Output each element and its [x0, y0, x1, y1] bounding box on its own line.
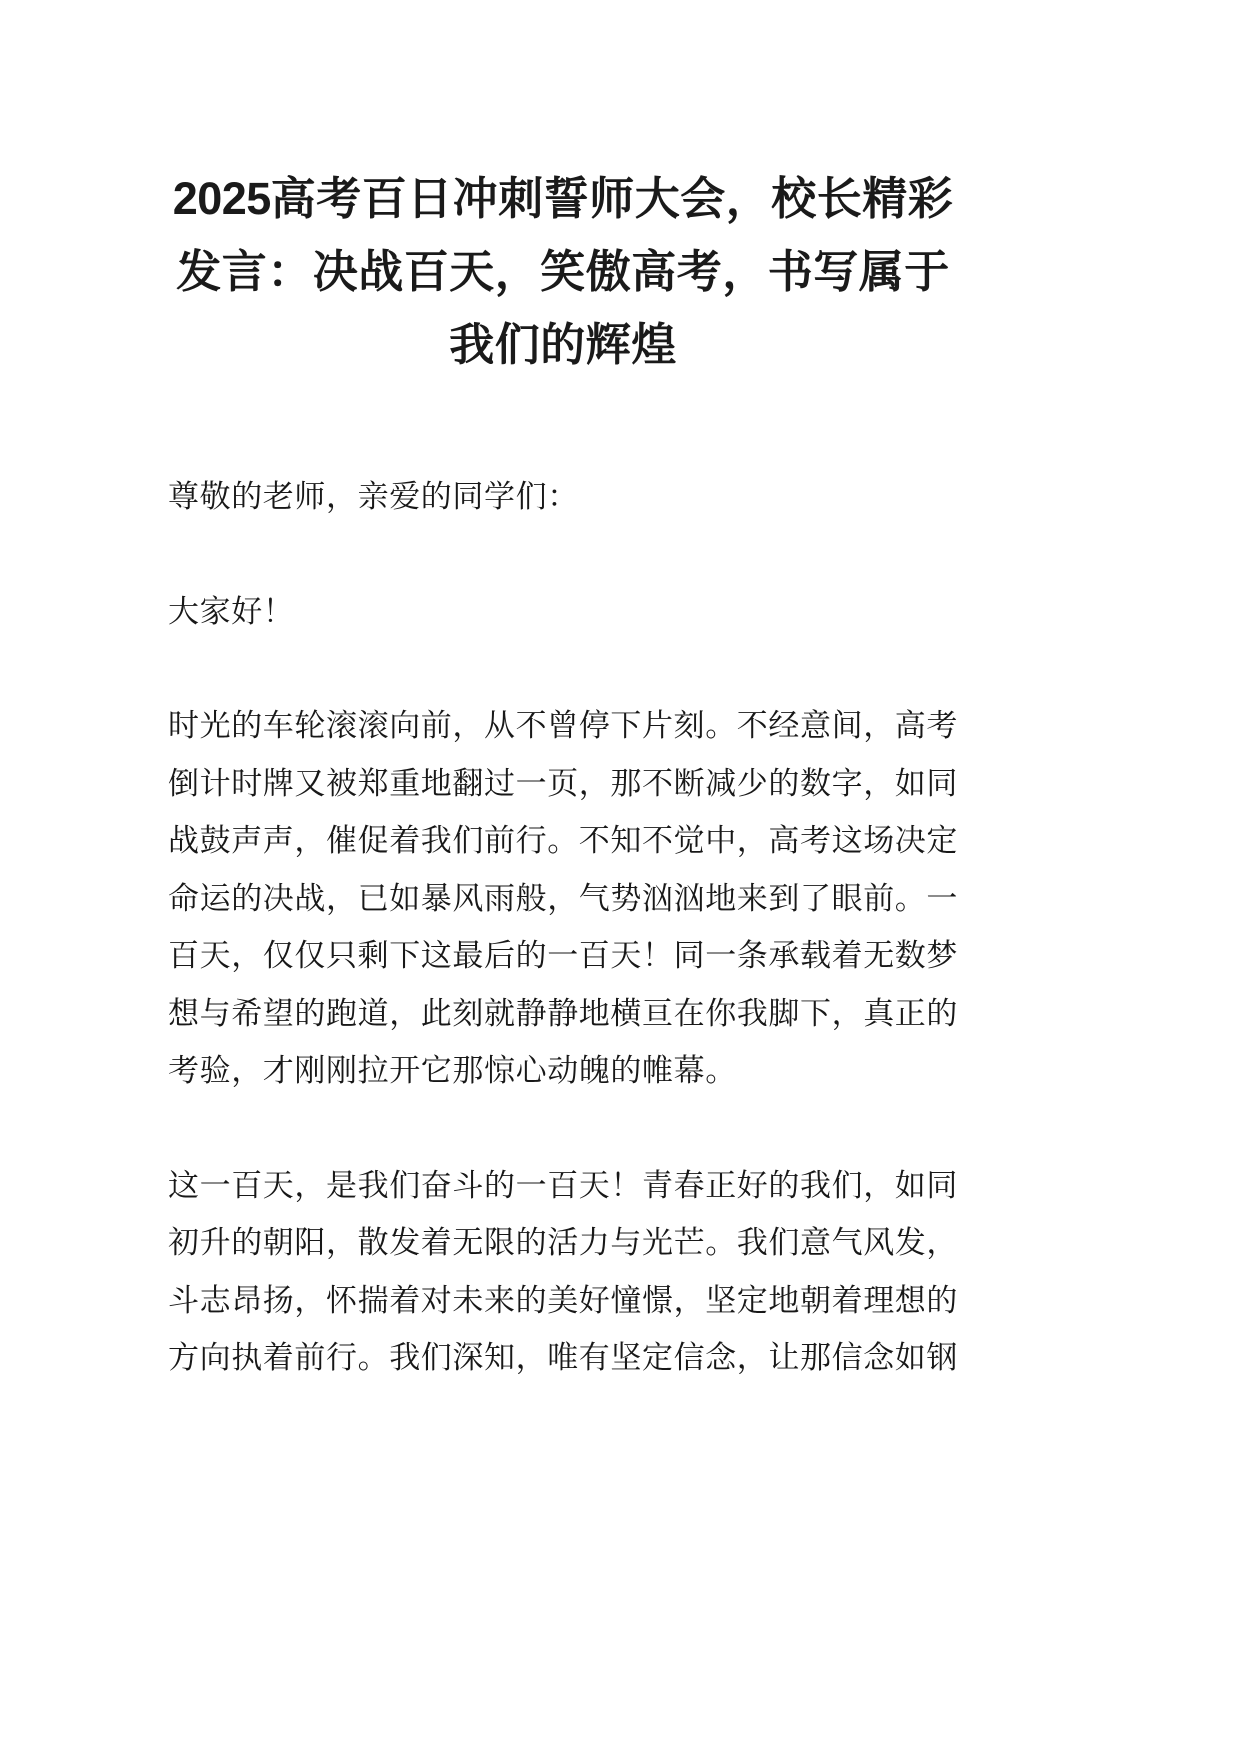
page-title	[168, 0, 958, 382]
title-year: 2025	[172, 173, 271, 224]
body-paragraph-1: 时光的车轮滚滚向前，从不曾停下片刻。不经意间，高考倒计时牌又被郑重地翻过一页，那不断减少的数字，如同战鼓声声，催促着我们前行。不知不觉中，高考这场决定命运的决战，已如暴风雨般，气势汹汹地来到了眼前。一百天，仅仅只剩下这最后的一百天！同一条承载着无数梦想与希望的跑道，此刻就静静地横亘在你我脚下，真正的考验，才刚刚拉开它那惊心动魄的帷幕。	[168, 708, 958, 1088]
greeting: 大家好！	[168, 593, 295, 629]
salutation: 尊敬的老师，亲爱的同学们：	[168, 479, 579, 514]
title-text: 高考百日冲刺誓师大会，校长精彩发言：决战百天，笑傲高考，书写属于我们的辉煌	[176, 174, 954, 370]
document-body	[168, 468, 958, 1387]
body-paragraph-2: 这一百天，是我们奋斗的一百天！青春正好的我们，如同初升的朝阳，散发着无限的活力与光芒。我们意气风发，斗志昂扬，怀揣着对未来的美好憧憬，坚定地朝着理想的方向执着前行。我们深知，唯有坚定信念，让那信念如钢	[168, 1167, 958, 1375]
document-content	[168, 0, 958, 1387]
